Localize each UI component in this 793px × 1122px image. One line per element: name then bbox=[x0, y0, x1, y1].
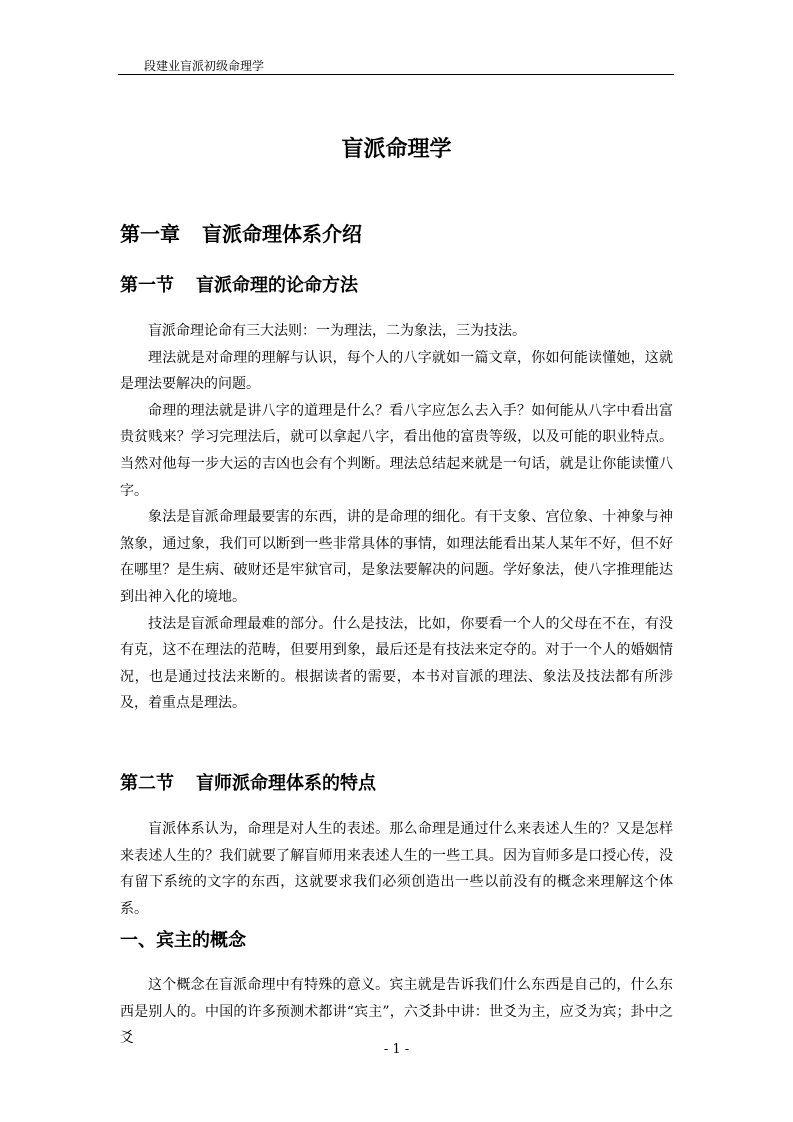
paragraph: 象法是盲派命理最要害的东西，讲的是命理的细化。有干支象、宫位象、十神象与神煞象，通过象，我们可以断到一些非常具体的事情，如理法能看出某人某年不好，但不好在哪里？是生病、破财还是牢狱官司，是象法要解决的问题。学好象法，使八字推理能达到出神入化的境地。 bbox=[120, 509, 673, 605]
section-heading-1 bbox=[120, 271, 358, 297]
section-title: 盲派命理的论命方法 bbox=[196, 275, 358, 296]
paragraph: 技法是盲派命理最难的部分。什么是技法，比如，你要看一个人的父母在不在，有没有克，这不在理法的范畴，但要用到象，最后还是有技法来定夺的。对于一个人的婚姻情况，也是通过技法来断的。根据读者的需要，本书对盲派的理法、象法及技法都有所涉及，着重点是理法。 bbox=[120, 615, 673, 712]
paragraph: 盲派命理论命有三大法则：一为理法，二为象法，三为技法。 bbox=[148, 323, 526, 339]
paragraph: 盲派体系认为，命理是对人生的表述。那么命理是通过什么来表述人生的？又是怎样来表述人生的？我们就要了解盲师用来表述人生的一些工具。因为盲师多是口授心传，没有留下系统的文字的东西，这就要求我们必须创造出一些以前没有的概念来理解这个体系。 bbox=[120, 821, 673, 917]
paragraph: 这个概念在盲派命理中有特殊的意义。宾主就是告诉我们什么东西是自己的，什么东西是别人的。中国的许多预测术都讲“宾主”，六爻卦中讲：世爻为主，应爻为宾；卦中之爻 bbox=[120, 977, 673, 1047]
section-1-body bbox=[120, 318, 673, 717]
section-number: 第二节 bbox=[120, 773, 174, 794]
subsection-heading: 一、宾主的概念 bbox=[120, 930, 246, 951]
section-title: 盲师派命理体系的特点 bbox=[196, 773, 376, 794]
chapter-number: 第一章 bbox=[120, 222, 180, 246]
header-rule bbox=[118, 74, 674, 75]
paragraph: 命理的理法就是讲八字的道理是什么？看八字应怎么去入手？如何能从八字中看出富贵贫贱来？学习完理法后，就可以拿起八字，看出他的富贵等级，以及可能的职业特点。当然对他每一步大运的吉凶也会有个判断。理法总结起来就是一句话，就是让你能读懂八字。 bbox=[120, 402, 673, 499]
document-title: 盲派命理学 bbox=[341, 137, 452, 162]
section-number: 第一节 bbox=[120, 275, 174, 296]
chapter-title: 盲派命理体系介绍 bbox=[202, 222, 362, 246]
subsection-body bbox=[120, 972, 673, 1052]
chapter-heading bbox=[120, 218, 362, 247]
paragraph: 理法就是对命理的理解与认识，每个人的八字就如一篇文章，你如何能读懂她，这就是理法要解决的问题。 bbox=[120, 349, 673, 393]
running-header: 段建业盲派初级命理学 bbox=[144, 59, 265, 73]
page-number: - 1 - bbox=[383, 1042, 410, 1057]
section-2-body bbox=[120, 816, 673, 922]
section-heading-2 bbox=[120, 769, 376, 795]
